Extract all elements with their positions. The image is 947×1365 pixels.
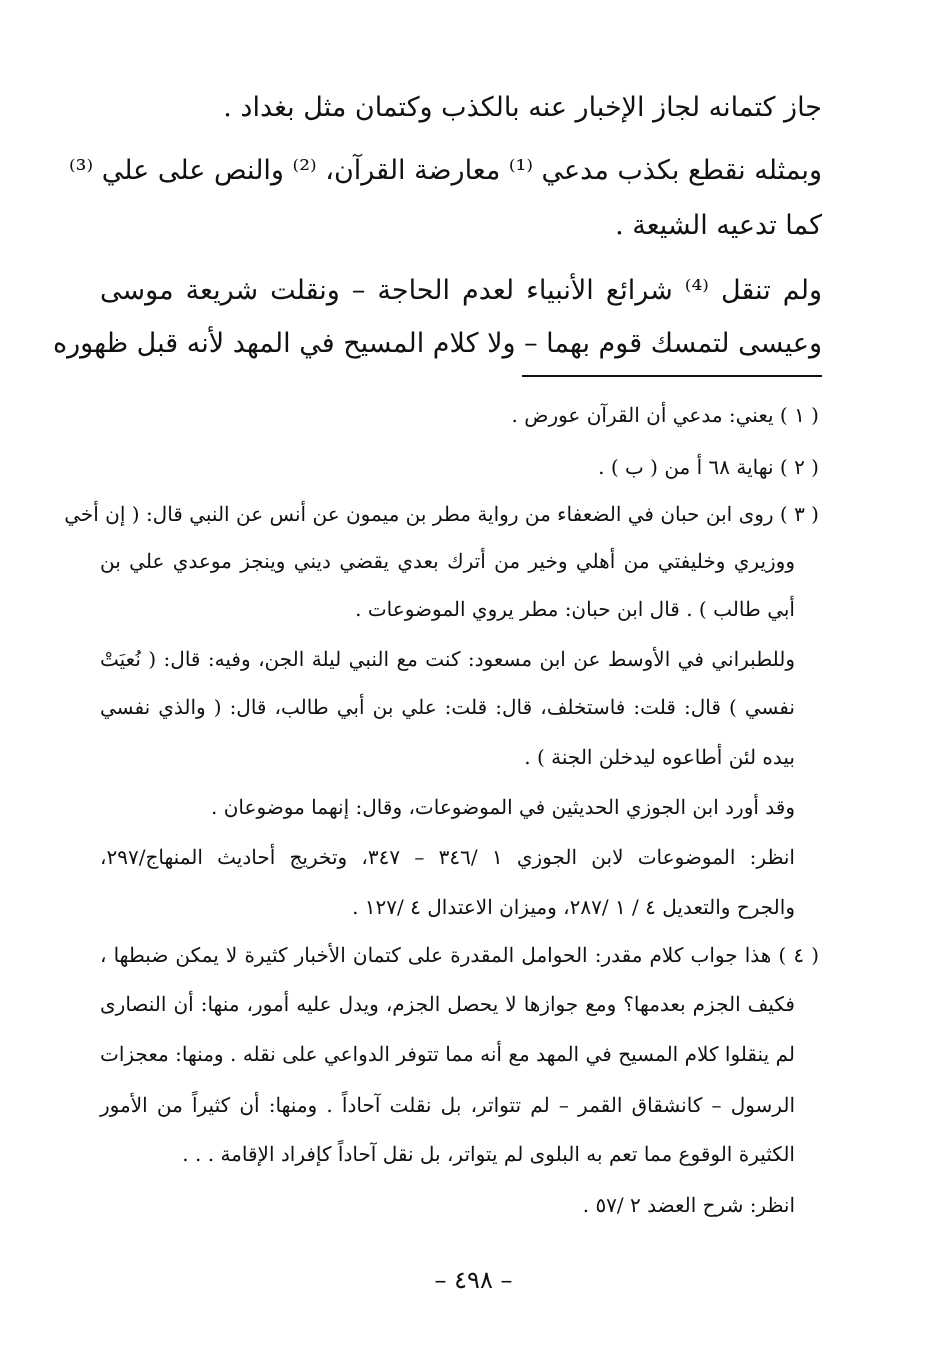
footnote-line: فكيف الجزم بعدمها؟ ومع جوازها لا يحصل الجزم، ويدل عليه أمور، منها: أن النصارى xyxy=(100,992,795,1016)
footnote-line: والجرح والتعديل ٤ / ١ /٢٨٧، وميزان الاعتدال ٤ /١٢٧ . xyxy=(352,895,795,919)
footnote-line: نفسي ) قال: قلت: فاستخلف، قال: قلت: علي بن أبي طالب، قال: ( والذي نفسي xyxy=(100,695,795,719)
footnote-line: ( ٤ ) هذا جواب كلام مقدر: الحوامل المقدرة على كتمان الأخبار كثيرة لا يمكن ضبطها ، xyxy=(100,943,819,967)
footnote-line: بيده لئن أطاعوه ليدخلن الجنة ) . xyxy=(524,745,795,769)
footnote-line: الرسول – كانشقاق القمر – لم تتواتر، بل نقلت آحاداً . ومنها: أن كثيراً من الأمور xyxy=(100,1093,795,1117)
footnote-line: لم ينقلوا كلام المسيح في المهد مع أنه مما تتوفر الدواعي على نقله . ومنها: معجزات xyxy=(100,1042,795,1066)
main-text-line: ولم تنقل ⁽⁴⁾ شرائع الأنبياء لعدم الحاجة – ونقلت شريعة موسى xyxy=(100,275,822,306)
footnote-line: الكثيرة الوقوع مما تعم به البلوى لم يتواتر، بل نقل آحاداً كإفراد الإقامة . . . xyxy=(182,1142,795,1166)
main-text-line: جاز كتمانه لجاز الإخبار عنه بالكذب وكتمان مثل بغداد . xyxy=(223,92,822,123)
footnote-line: ووزيري وخليفتي من أهلي وخير من أترك بعدي يقضي ديني وينجز موعدي علي بن xyxy=(100,549,795,573)
footnote-line: أبي طالب ) . قال ابن حبان: مطر يروي الموضوعات . xyxy=(355,597,795,621)
main-text-line: كما تدعيه الشيعة . xyxy=(615,210,822,241)
page-number: – ٤٩٨ – xyxy=(434,1266,513,1294)
main-text-line: وبمثله نقطع بكذب مدعي ⁽¹⁾ معارضة القرآن، ⁽²⁾ والنص على علي ⁽³⁾ xyxy=(69,155,822,186)
main-text-line: وعيسى لتمسك قوم بهما – ولا كلام المسيح في المهد لأنه قبل ظهوره xyxy=(52,328,822,359)
footnote-divider xyxy=(522,375,822,377)
footnote-line: انظر: شرح العضد ٢ /٥٧ . xyxy=(582,1193,795,1217)
footnote-line: ( ٢ ) نهاية ٦٨ أ من ( ب ) . xyxy=(598,455,819,479)
footnote-line: وقد أورد ابن الجوزي الحديثين في الموضوعات، وقال: إنهما موضوعان . xyxy=(211,795,795,819)
footnote-line: ( ١ ) يعني: مدعي أن القرآن عورض . xyxy=(511,403,819,427)
footnote-line: وللطبراني في الأوسط عن ابن مسعود: كنت مع النبي ليلة الجن، وفيه: قال: ( نُعيَتْ xyxy=(100,647,795,671)
footnote-line: انظر: الموضوعات لابن الجوزي ١ /٣٤٦ – ٣٤٧، وتخريج أحاديث المنهاج/٢٩٧، xyxy=(100,845,795,869)
footnote-line: ( ٣ ) روى ابن حبان في الضعفاء من رواية مطر بن ميمون عن أنس عن النبي قال: ( إن أخي xyxy=(64,502,819,526)
